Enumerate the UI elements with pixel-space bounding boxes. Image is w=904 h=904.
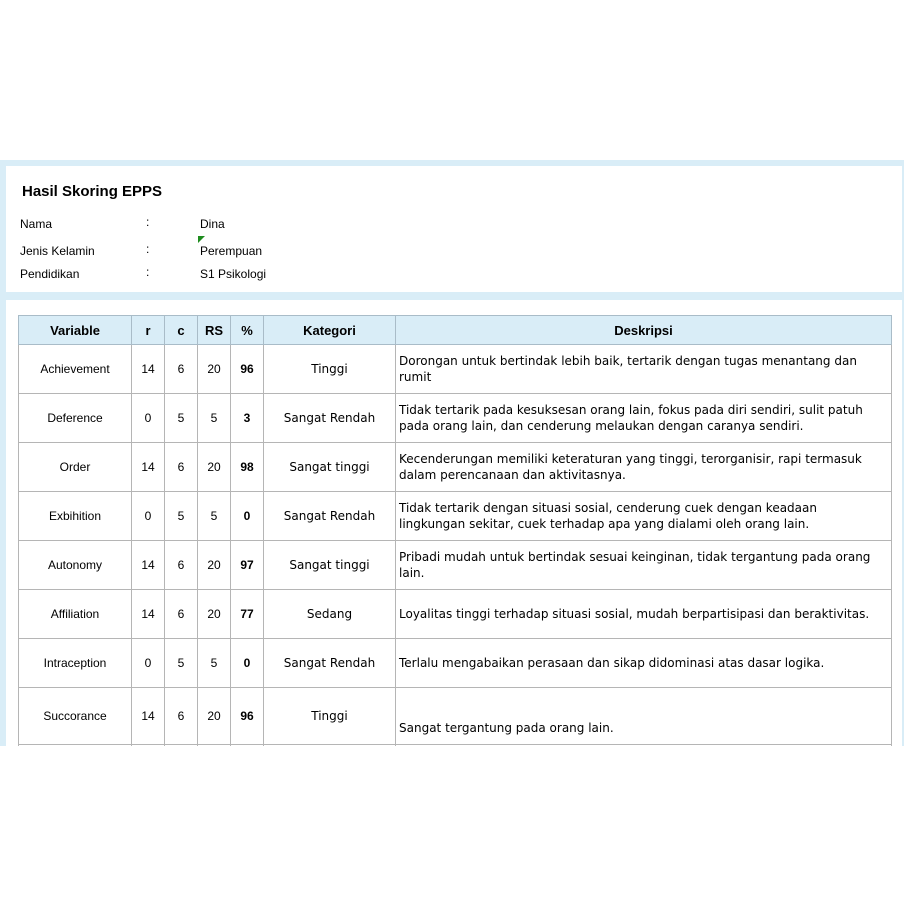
cell-r[interactable]: 14 xyxy=(132,443,165,492)
cell-variable[interactable]: Succorance xyxy=(19,688,132,745)
cell-deskripsi[interactable]: Tidak tertarik dengan situasi sosial, cenderung cuek dengan keadaan lingkungan sekitar, cuek terhadap apa yang dialami oleh orang lain. xyxy=(396,492,892,541)
cell-rs[interactable]: 20 xyxy=(198,688,231,745)
field-separator: : xyxy=(146,242,150,256)
info-panel xyxy=(6,166,902,292)
cell-rs[interactable]: 20 xyxy=(198,541,231,590)
cell-r[interactable]: 14 xyxy=(132,688,165,745)
cell-r[interactable]: 0 xyxy=(132,639,165,688)
field-label: Nama xyxy=(20,217,53,231)
cell-c[interactable]: 5 xyxy=(165,394,198,443)
cell-deskripsi[interactable]: Terlalu mengabaikan perasaan dan sikap didominasi atas dasar logika. xyxy=(396,639,892,688)
cell-kategori[interactable]: Sedang xyxy=(264,590,396,639)
table-header-row xyxy=(19,316,892,345)
cell-variable[interactable]: Exbihition xyxy=(19,492,132,541)
field-label: Jenis Kelamin xyxy=(20,244,95,258)
cell-rs[interactable]: 20 xyxy=(198,345,231,394)
cell-c[interactable]: 5 xyxy=(165,492,198,541)
page-title: Hasil Skoring EPPS xyxy=(22,183,163,200)
table-row xyxy=(19,394,892,443)
cell-rs[interactable]: 20 xyxy=(198,590,231,639)
cell-r[interactable]: 0 xyxy=(132,394,165,443)
cell-deskripsi[interactable]: Pribadi mudah untuk bertindak sesuai keinginan, tidak tergantung pada orang lain. xyxy=(396,541,892,590)
cell-deskripsi[interactable] xyxy=(396,745,892,747)
cell-percent[interactable]: 96 xyxy=(231,688,264,745)
cell-deskripsi[interactable]: Kecenderungan memiliki keteraturan yang tinggi, terorganisir, rapi termasuk dalam perencanaan dan aktivitasnya. xyxy=(396,443,892,492)
cell-percent[interactable]: 3 xyxy=(231,394,264,443)
field-label: Pendidikan xyxy=(20,267,80,281)
cell-rs[interactable]: 5 xyxy=(198,394,231,443)
cell-rs[interactable] xyxy=(198,745,231,747)
field-separator: : xyxy=(146,215,150,229)
table-row xyxy=(19,688,892,745)
cell-variable[interactable]: Deference xyxy=(19,394,132,443)
cell-c[interactable]: 6 xyxy=(165,443,198,492)
cell-percent[interactable]: 96 xyxy=(231,345,264,394)
table-row xyxy=(19,492,892,541)
cell-r[interactable]: 14 xyxy=(132,590,165,639)
cell-r[interactable]: 14 xyxy=(132,345,165,394)
results-table xyxy=(18,315,892,746)
cell-kategori[interactable] xyxy=(264,745,396,747)
cell-variable[interactable]: Affiliation xyxy=(19,590,132,639)
cell-c[interactable]: 6 xyxy=(165,541,198,590)
cell-percent[interactable]: 98 xyxy=(231,443,264,492)
cell-comment-indicator-icon[interactable] xyxy=(198,236,205,243)
cell-r[interactable]: 14 xyxy=(132,541,165,590)
column-header-variable[interactable]: Variable xyxy=(19,316,132,345)
cell-kategori[interactable]: Tinggi xyxy=(264,688,396,745)
cell-percent[interactable]: 0 xyxy=(231,639,264,688)
table-row xyxy=(19,745,892,747)
cell-c[interactable]: 6 xyxy=(165,688,198,745)
cell-variable[interactable]: Achievement xyxy=(19,345,132,394)
cell-variable[interactable]: Autonomy xyxy=(19,541,132,590)
field-separator: : xyxy=(146,265,150,279)
cell-percent[interactable]: 77 xyxy=(231,590,264,639)
cell-kategori[interactable]: Sangat Rendah xyxy=(264,394,396,443)
cell-deskripsi[interactable]: Tidak tertarik pada kesuksesan orang lain, fokus pada diri sendiri, sulit patuh pada orang lain, dan cenderung melaukan dengan caranya sendiri. xyxy=(396,394,892,443)
table-row xyxy=(19,443,892,492)
cell-kategori[interactable]: Sangat tinggi xyxy=(264,541,396,590)
cell-variable[interactable]: Intraception xyxy=(19,639,132,688)
cell-percent[interactable] xyxy=(231,745,264,747)
table-row xyxy=(19,639,892,688)
table-row xyxy=(19,590,892,639)
cell-c[interactable]: 5 xyxy=(165,639,198,688)
cell-r[interactable]: 0 xyxy=(132,492,165,541)
field-value[interactable]: Dina xyxy=(200,217,225,231)
column-header-c[interactable]: c xyxy=(165,316,198,345)
cell-rs[interactable]: 5 xyxy=(198,492,231,541)
cell-kategori[interactable]: Tinggi xyxy=(264,345,396,394)
cell-r[interactable] xyxy=(132,745,165,747)
cell-kategori[interactable]: Sangat tinggi xyxy=(264,443,396,492)
cell-deskripsi[interactable]: Dorongan untuk bertindak lebih baik, tertarik dengan tugas menantang dan rumit xyxy=(396,345,892,394)
cell-percent[interactable]: 0 xyxy=(231,492,264,541)
cell-kategori[interactable]: Sangat Rendah xyxy=(264,492,396,541)
cell-percent[interactable]: 97 xyxy=(231,541,264,590)
cell-rs[interactable]: 20 xyxy=(198,443,231,492)
field-value[interactable]: Perempuan xyxy=(200,244,263,258)
cell-c[interactable]: 6 xyxy=(165,345,198,394)
cell-kategori[interactable]: Sangat Rendah xyxy=(264,639,396,688)
table-row xyxy=(19,345,892,394)
cell-deskripsi[interactable]: Sangat tergantung pada orang lain. xyxy=(396,688,892,745)
column-header-deskripsi[interactable]: Deskripsi xyxy=(396,316,892,345)
cell-variable[interactable] xyxy=(19,745,132,747)
column-header-r[interactable]: r xyxy=(132,316,165,345)
field-value[interactable]: S1 Psikologi xyxy=(200,267,267,281)
cell-variable[interactable]: Order xyxy=(19,443,132,492)
cell-deskripsi[interactable]: Loyalitas tinggi terhadap situasi sosial, mudah berpartisipasi dan beraktivitas. xyxy=(396,590,892,639)
spreadsheet-view xyxy=(0,160,904,746)
column-header-percent[interactable]: % xyxy=(231,316,264,345)
column-header-kategori[interactable]: Kategori xyxy=(264,316,396,345)
cell-rs[interactable]: 5 xyxy=(198,639,231,688)
results-panel xyxy=(6,300,902,746)
cell-c[interactable]: 6 xyxy=(165,590,198,639)
cell-c[interactable] xyxy=(165,745,198,747)
column-header-rs[interactable]: RS xyxy=(198,316,231,345)
table-row xyxy=(19,541,892,590)
